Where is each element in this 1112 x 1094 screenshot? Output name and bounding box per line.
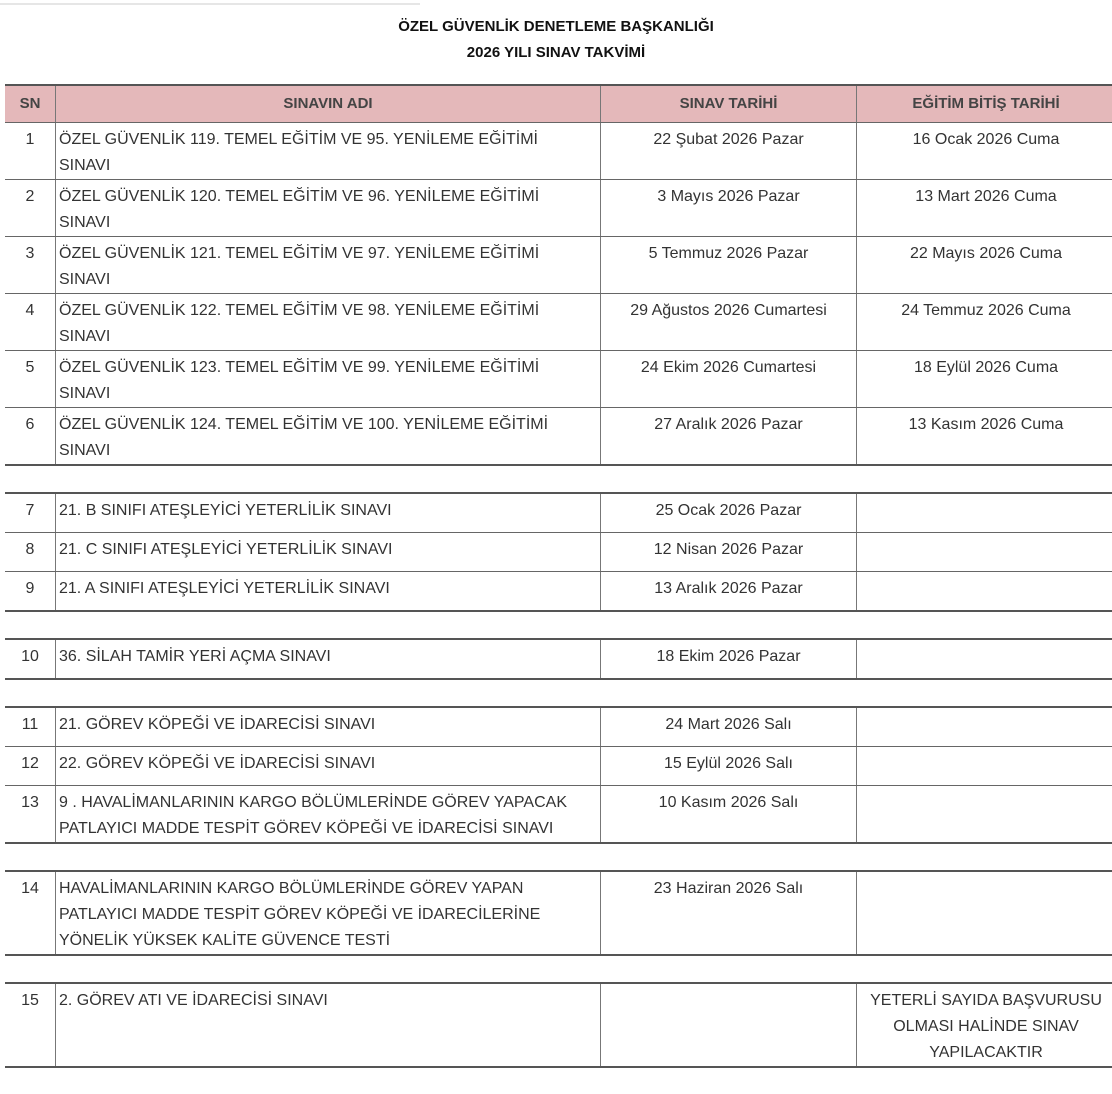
row-training-end-date <box>857 533 1112 571</box>
table-row <box>5 179 1112 236</box>
table-row <box>5 494 1112 532</box>
exam-name-line: SINAVI <box>59 271 111 288</box>
row-sn: 9 <box>5 572 56 610</box>
row-exam-name <box>56 294 601 350</box>
table-row <box>5 640 1112 678</box>
exam-name-line: 21. A SINIFI ATEŞLEYİCİ YETERLİLİK SINAVI <box>59 580 390 597</box>
row-training-end-date <box>857 872 1112 954</box>
row-exam-date: 23 Haziran 2026 Salı <box>601 872 857 954</box>
row-exam-name <box>56 123 601 179</box>
exam-name-line: 9 . HAVALİMANLARININ KARGO BÖLÜMLERİNDE GÖREV YAPACAK <box>59 794 567 811</box>
row-exam-date: 25 Ocak 2026 Pazar <box>601 494 857 532</box>
table-row <box>5 872 1112 954</box>
row-sn: 4 <box>5 294 56 350</box>
header-sn: SN <box>5 86 56 122</box>
header-exam-date: SINAV TARİHİ <box>601 86 857 122</box>
row-sn: 7 <box>5 494 56 532</box>
row-exam-date: 29 Ağustos 2026 Cumartesi <box>601 294 857 350</box>
exam-name-line: SINAVI <box>59 328 111 345</box>
table-row <box>5 236 1112 293</box>
table-row <box>5 407 1112 464</box>
row-exam-name <box>56 494 601 532</box>
training-end-line: 22 Mayıs 2026 Cuma <box>909 245 1063 262</box>
training-end-line: 16 Ocak 2026 Cuma <box>912 131 1060 148</box>
exam-name-line: 21. GÖREV KÖPEĞİ VE İDARECİSİ SINAVI <box>59 716 376 733</box>
table-group <box>5 492 1112 612</box>
document-title: ÖZEL GÜVENLİK DENETLEME BAŞKANLIĞI <box>398 18 714 35</box>
row-sn: 10 <box>5 640 56 678</box>
row-training-end-date <box>857 494 1112 532</box>
training-end-line: 13 Kasım 2026 Cuma <box>908 416 1064 433</box>
table-row <box>5 708 1112 746</box>
table-row <box>5 785 1112 842</box>
exam-schedule-tables <box>5 84 1112 1094</box>
row-sn: 1 <box>5 123 56 179</box>
exam-name-line: 21. B SINIFI ATEŞLEYİCİ YETERLİLİK SINAVI <box>59 502 392 519</box>
row-exam-date: 3 Mayıs 2026 Pazar <box>601 180 857 236</box>
table-row <box>5 984 1112 1066</box>
row-exam-name <box>56 708 601 746</box>
exam-name-line: ÖZEL GÜVENLİK 122. TEMEL EĞİTİM VE 98. YENİLEME EĞİTİMİ <box>59 302 540 319</box>
exam-name-line: SINAVI <box>59 442 111 459</box>
row-exam-date: 15 Eylül 2026 Salı <box>601 747 857 785</box>
exam-name-line: 36. SİLAH TAMİR YERİ AÇMA SINAVI <box>59 648 331 665</box>
exam-name-line: HAVALİMANLARININ KARGO BÖLÜMLERİNDE GÖREV YAPAN <box>59 880 524 897</box>
row-exam-name <box>56 351 601 407</box>
row-training-end-date <box>857 351 1112 407</box>
exam-name-line: ÖZEL GÜVENLİK 119. TEMEL EĞİTİM VE 95. YENİLEME EĞİTİMİ <box>59 131 538 148</box>
exam-name-line: ÖZEL GÜVENLİK 121. TEMEL EĞİTİM VE 97. YENİLEME EĞİTİMİ <box>59 245 540 262</box>
table-group <box>5 84 1112 466</box>
row-exam-date <box>601 984 857 1066</box>
header-training-end-date: EĞİTİM BİTİŞ TARİHİ <box>912 95 1060 112</box>
row-exam-date: 18 Ekim 2026 Pazar <box>601 640 857 678</box>
row-training-end-date <box>857 180 1112 236</box>
row-sn: 15 <box>5 984 56 1066</box>
row-sn: 12 <box>5 747 56 785</box>
row-exam-name <box>56 572 601 610</box>
row-exam-date: 5 Temmuz 2026 Pazar <box>601 237 857 293</box>
table-group <box>5 638 1112 680</box>
training-end-line: 24 Temmuz 2026 Cuma <box>901 302 1071 319</box>
row-exam-name <box>56 640 601 678</box>
exam-name-line: PATLAYICI MADDE TESPİT GÖREV KÖPEĞİ VE İDARECİSİ SINAVI <box>59 820 554 837</box>
row-exam-name <box>56 180 601 236</box>
row-exam-name <box>56 747 601 785</box>
training-end-line: OLMASI HALİNDE SINAV <box>893 1018 1079 1035</box>
exam-name-line: YÖNELİK YÜKSEK KALİTE GÜVENCE TESTİ <box>59 932 391 949</box>
document-subtitle: 2026 YILI SINAV TAKVİMİ <box>466 44 646 61</box>
exam-name-line: SINAVI <box>59 385 111 402</box>
table-header <box>5 86 1112 122</box>
table-group <box>5 982 1112 1068</box>
table-row <box>5 293 1112 350</box>
row-training-end-date <box>857 294 1112 350</box>
row-exam-date: 22 Şubat 2026 Pazar <box>601 123 857 179</box>
training-end-line: YAPILACAKTIR <box>929 1044 1043 1061</box>
table-row <box>5 571 1112 610</box>
row-exam-date: 27 Aralık 2026 Pazar <box>601 408 857 464</box>
row-sn: 6 <box>5 408 56 464</box>
row-exam-name <box>56 872 601 954</box>
exam-name-line: 21. C SINIFI ATEŞLEYİCİ YETERLİLİK SINAVI <box>59 541 393 558</box>
row-exam-date: 24 Mart 2026 Salı <box>601 708 857 746</box>
exam-name-line: ÖZEL GÜVENLİK 120. TEMEL EĞİTİM VE 96. YENİLEME EĞİTİMİ <box>59 188 540 205</box>
row-exam-date: 13 Aralık 2026 Pazar <box>601 572 857 610</box>
row-training-end-date <box>857 572 1112 610</box>
exam-name-line: PATLAYICI MADDE TESPİT GÖREV KÖPEĞİ VE İDARECİLERİNE <box>59 906 541 923</box>
row-training-end-date <box>857 786 1112 842</box>
exam-name-line: ÖZEL GÜVENLİK 123. TEMEL EĞİTİM VE 99. YENİLEME EĞİTİMİ <box>59 359 540 376</box>
row-exam-name <box>56 984 601 1066</box>
row-training-end-date <box>857 747 1112 785</box>
training-end-line: YETERLİ SAYIDA BAŞVURUSU <box>870 992 1102 1009</box>
row-training-end-date <box>857 984 1112 1066</box>
training-end-line: 18 Eylül 2026 Cuma <box>913 359 1059 376</box>
table-group <box>5 706 1112 844</box>
row-sn: 13 <box>5 786 56 842</box>
row-sn: 8 <box>5 533 56 571</box>
exam-name-line: ÖZEL GÜVENLİK 124. TEMEL EĞİTİM VE 100. YENİLEME EĞİTİMİ <box>59 416 549 433</box>
row-exam-name <box>56 786 601 842</box>
row-exam-date: 10 Kasım 2026 Salı <box>601 786 857 842</box>
header-exam-name: SINAVIN ADI <box>56 86 601 122</box>
row-training-end-date <box>857 708 1112 746</box>
table-row <box>5 746 1112 785</box>
exam-name-line: SINAVI <box>59 214 111 231</box>
table-row <box>5 122 1112 179</box>
row-sn: 11 <box>5 708 56 746</box>
table-row <box>5 350 1112 407</box>
row-exam-name <box>56 237 601 293</box>
training-end-line: 13 Mart 2026 Cuma <box>915 188 1057 205</box>
row-sn: 5 <box>5 351 56 407</box>
row-sn: 2 <box>5 180 56 236</box>
row-sn: 3 <box>5 237 56 293</box>
row-sn: 14 <box>5 872 56 954</box>
row-training-end-date <box>857 237 1112 293</box>
exam-name-line: SINAVI <box>59 157 111 174</box>
exam-name-line: 2. GÖREV ATI VE İDARECİSİ SINAVI <box>59 992 328 1009</box>
table-group <box>5 870 1112 956</box>
row-exam-name <box>56 533 601 571</box>
row-training-end-date <box>857 640 1112 678</box>
table-row <box>5 532 1112 571</box>
top-divider <box>0 3 420 5</box>
row-exam-date: 12 Nisan 2026 Pazar <box>601 533 857 571</box>
row-exam-name <box>56 408 601 464</box>
exam-name-line: 22. GÖREV KÖPEĞİ VE İDARECİSİ SINAVI <box>59 755 376 772</box>
row-exam-date: 24 Ekim 2026 Cumartesi <box>601 351 857 407</box>
row-training-end-date <box>857 408 1112 464</box>
row-training-end-date <box>857 123 1112 179</box>
